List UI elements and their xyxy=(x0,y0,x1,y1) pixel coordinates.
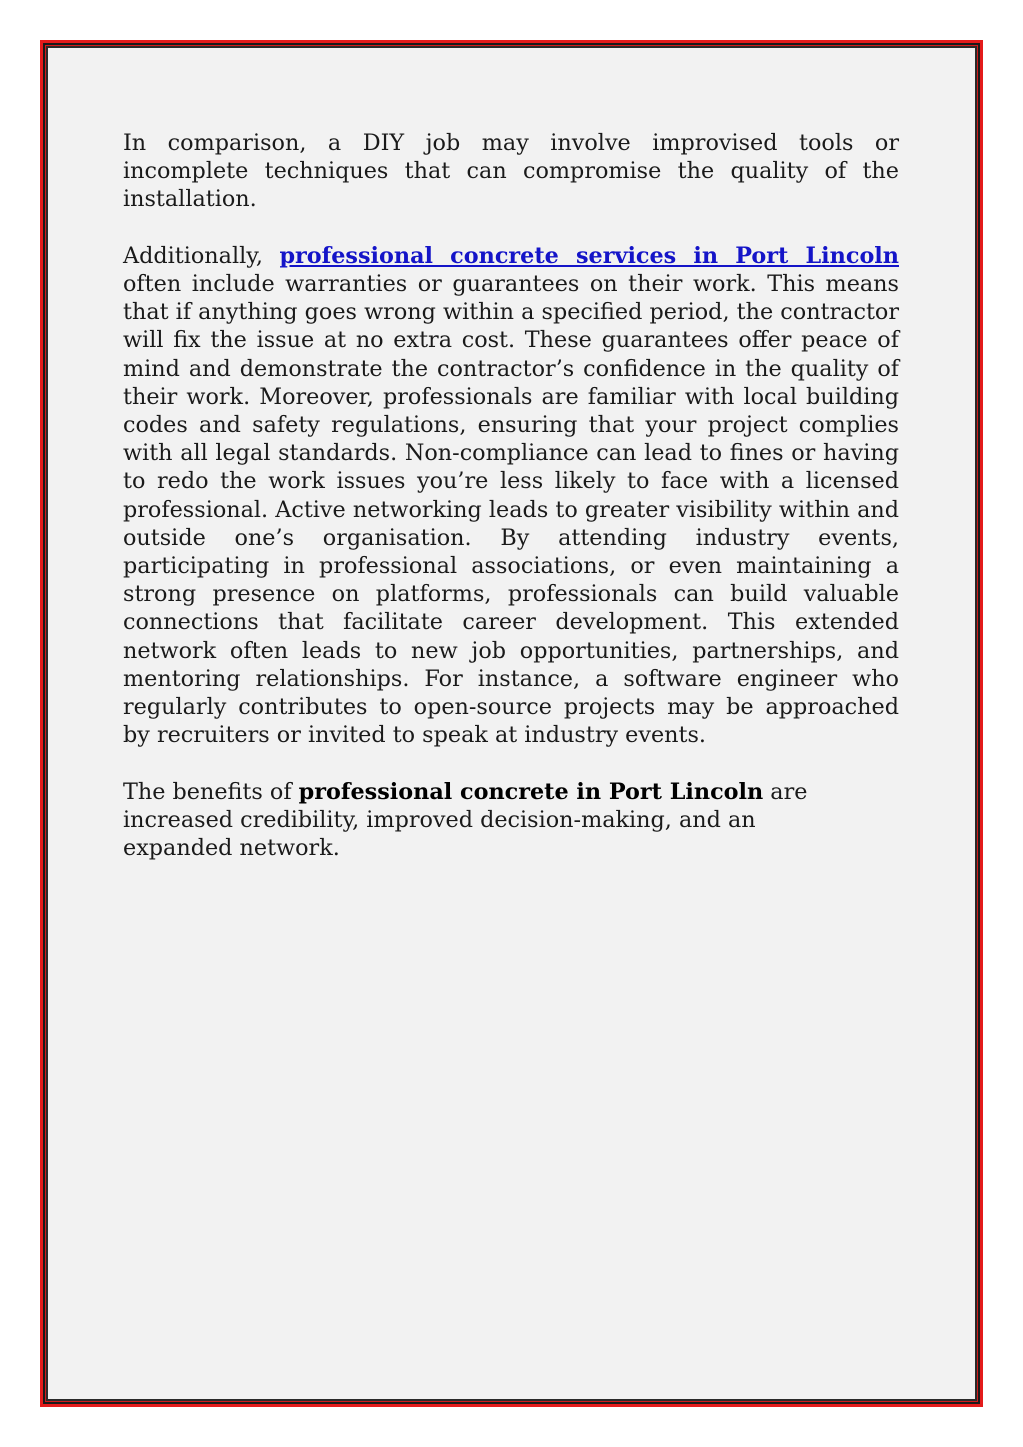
paragraph-benefits-lead: The benefits of xyxy=(123,778,299,805)
paragraph-comparison-text: In comparison, a DIY job may involve improvised tools or incomplete techniques that can compromise the quality of the installation. xyxy=(123,130,899,213)
page-border-gap xyxy=(43,43,980,1404)
page-content xyxy=(48,48,975,1399)
paragraph-additionally xyxy=(123,242,899,750)
paragraph-benefits xyxy=(123,778,823,863)
concrete-services-link[interactable]: professional concrete services in Port Lincoln xyxy=(279,242,899,269)
page-border-inner-dark xyxy=(46,46,977,1401)
document-body xyxy=(123,129,899,890)
page-border-inner-red xyxy=(45,45,978,1402)
page-border-frame xyxy=(40,40,983,1407)
paragraph-comparison xyxy=(123,129,899,214)
benefits-bold-term: professional concrete in Port Lincoln xyxy=(298,778,764,805)
paragraph-additionally-rest: often include warranties or guarantees on their work. This means that if anything goes wrong within a specified period, the contractor will fix the issue at no extra cost. These guarantees offer peace of mind and demonstrate the contractor’s confidence in the quality of their work. Moreover, professionals are familiar with local building codes and safety regulations, ensuring that your project complies with all legal standards. Non-compliance can lead to fines or having to redo the work issues you’re less likely to face with a licensed professional. Active networking leads to greater visibility within and outside one’s organisation. By attending industry events, participating in professional associations, or even maintaining a strong presence on platforms, professionals can build valuable connections that facilitate career development. This extended network often leads to new job opportunities, partnerships, and mentoring relationships. For instance, a software engineer who regularly contributes to open-source projects may be approached by recruiters or invited to speak at industry events. xyxy=(123,271,899,749)
paragraph-benefits-rest: are increased credibility, improved decision-making, and an expanded network. xyxy=(123,778,808,862)
paragraph-additionally-lead: Additionally, xyxy=(123,242,280,269)
